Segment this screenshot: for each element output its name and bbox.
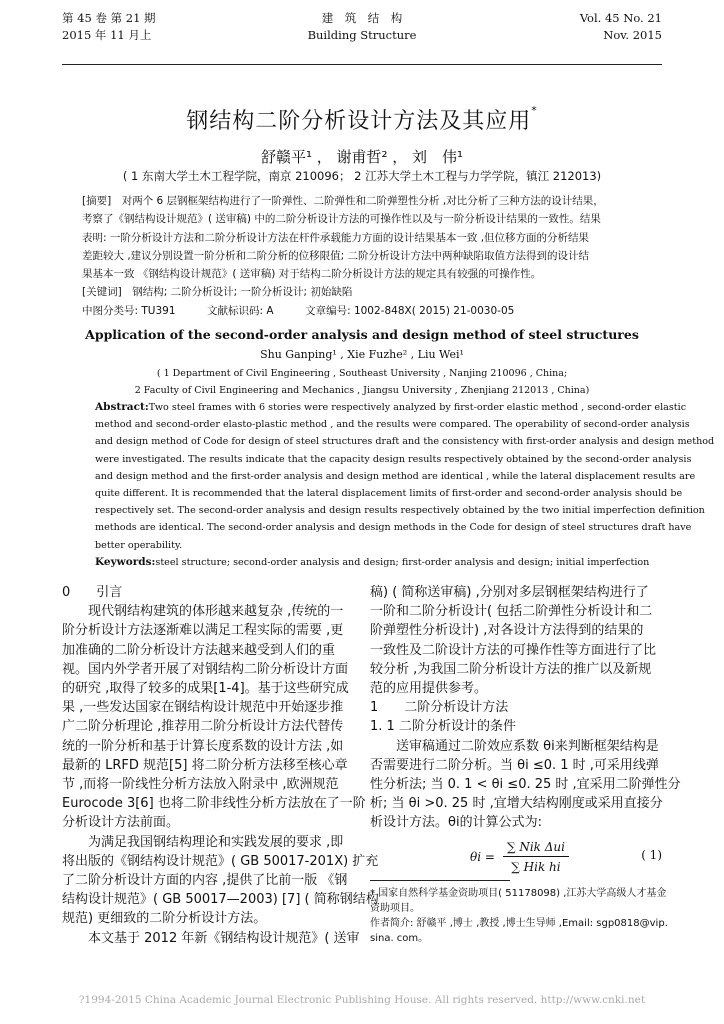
footnote-line: 作者简介: 舒赣平 ,博士 ,教授 ,博士生导师 ,Email: sgp0818@vip. <box>370 918 668 929</box>
equation-denominator: ∑ Hik hi <box>511 860 561 874</box>
issue-info-en <box>580 10 662 44</box>
header-rule <box>62 64 662 65</box>
abstract-en-line <box>95 399 687 416</box>
left-column <box>62 583 379 948</box>
text-line: 否需要进行二阶分析。当 θi ≤0. 1 时 ,可采用线弹 <box>370 757 659 773</box>
footnote-line: sina. com。 <box>370 933 429 944</box>
abstract-cn-line: 表明: 一阶分析设计方法和二阶分析设计方法在杆件承载能力方面的设计结果基本一致 ,但位移方面的分析结果 <box>82 231 590 244</box>
text-line: 性分析法; 当 0. 1 < θi ≤0. 25 时 ,宜采用二阶弹性分 <box>370 777 681 793</box>
text-line: 最新的 LRFD 规范[5] 将二阶分析方法移至核心章 <box>62 757 348 773</box>
abstract-en-line: and design method and the first-order analysis and design method are identical , while the lateral displacement results are <box>95 470 696 482</box>
text-line: 了二阶分析设计方面的内容 ,提供了比前一版 《钢 <box>62 873 348 889</box>
authors-cn: 舒赣平¹ ， 谢甫哲² ， 刘 伟¹ <box>260 148 464 166</box>
abstract-en-line: and design method of Code for design of steel structures draft and the consistency with first-order analysis and design method <box>95 436 715 448</box>
abstract-en <box>95 399 715 571</box>
title-footnote-mark: * <box>531 104 538 117</box>
abstract-cn-line: 差距较大 ,建议分别设置一阶分析和二阶分析的位移限值; 二阶分析设计方法中两种缺陷取值方法得到的设计结 <box>82 249 590 262</box>
right-column <box>370 583 681 833</box>
equation-1 <box>470 840 569 874</box>
text-line: 析设计方法。θi的计算公式为: <box>370 815 542 831</box>
text-line: 加准确的二阶分析设计方法越来越受到人们的重 <box>62 642 336 658</box>
keywords-en <box>95 554 650 571</box>
text-line: 广二阶分析理论 ,推荐用二阶分析设计方法代替传 <box>62 719 344 735</box>
abstract-label: Abstract: <box>95 401 149 413</box>
paper-title-cn <box>0 104 724 135</box>
page-footer: ?1994-2015 China Academic Journal Electronic Publishing House. All rights reserved. http://www.cnki.net <box>78 994 646 1006</box>
issue-en: Vol. 45 No. 21 <box>579 11 662 25</box>
text-line: 现代钢结构建筑的体形越来越复杂 ,传统的一 <box>88 604 344 620</box>
abstract-en-text: Two steel frames with 6 stories were respectively analyzed by first-order elastic method , second-order elastic <box>148 402 687 413</box>
abstract-en-line: respectively set. The second-order analysis and design results respectively obtained by the two initial imperfection definition <box>95 505 705 517</box>
text-line: 规范) 更细致的二阶分析设计方法。 <box>62 911 267 927</box>
equation-lhs: θi = <box>470 850 495 864</box>
section-heading: 1. 1 二阶分析设计的条件 <box>370 719 516 735</box>
text-line: 分析设计方法前面。 <box>62 815 180 831</box>
section-heading: 1 二阶分析设计方法 <box>370 700 509 716</box>
footnote-line: * 国家自然科学基金资助项目( 51178098) ,江苏大学高级人才基金 <box>370 888 667 899</box>
keywords-text: steel structure; second-order analysis and design; first-order analysis and design; initial imperfection <box>155 556 650 568</box>
text-line: 节 ,而将一阶线性分析方法放入附录中 ,欧洲规范 <box>62 777 339 793</box>
text-line: 阶弹塑性分析设计) ,对各设计方法得到的结果的 <box>370 623 644 639</box>
abstract-cn-line: 果基本一致 《钢结构设计规范》( 送审稿) 对于结构二阶分析设计方法的规定具有较强的可操作性。 <box>82 268 542 281</box>
date-cn: 2015 年 11 月上 <box>62 28 152 42</box>
text-line: 的研究 ,取得了较多的成果[1-4]。基于这些研究成 <box>62 681 349 697</box>
text-line: 果 ,一些发达国家在钢结构设计规范中开始逐步推 <box>62 700 344 716</box>
journal-name <box>272 10 452 44</box>
abstract-en-line: method and second-order elasto-plastic method , and the results were compared. The operability of second-order analysis <box>95 419 690 431</box>
issue-info-cn <box>62 10 156 44</box>
abstract-en-line: better operability. <box>95 539 183 551</box>
text-line: 统的一阶分析和基于计算长度系数的设计方法 ,如 <box>62 738 344 754</box>
journal-cn: 建 筑 结 构 <box>321 11 403 25</box>
text-line: 范的应用提供参考。 <box>370 681 488 697</box>
journal-en: Building Structure <box>307 28 417 42</box>
abstract-cn-line: 中图分类号: TU391 文献标识码: A 文章编号: 1002-848X( 2015) 21-0030-05 <box>82 304 515 317</box>
text-line: Eurocode 3[6] 也将二阶非线性分析方法放在了一阶 <box>62 796 366 812</box>
abstract-en-line: methods are identical. The second-order analysis and design methods in the Code for design of steel structures draft have <box>95 522 692 534</box>
affiliation-cn: ( 1 东南大学土木工程学院，南京 210096； 2 江苏大学土木工程与力学学院，镇江 212013) <box>122 169 602 183</box>
equation-numerator: ∑ Nik Δui <box>503 840 569 857</box>
text-line: 一阶和二阶分析设计( 包括二阶弹性分析设计和二 <box>370 604 653 620</box>
footnote-line: 资助项目。 <box>370 903 420 914</box>
equation-fraction <box>503 840 569 874</box>
abstract-cn <box>82 192 647 320</box>
abstract-cn-line: 考察了《钢结构设计规范》( 送审稿) 中的二阶分析设计方法的可操作性以及与一阶分析设计结果的一致性。结果 <box>82 213 601 226</box>
footnotes <box>370 886 670 946</box>
text-line: 为满足我国钢结构理论和实践发展的要求 ,即 <box>88 834 344 850</box>
abstract-cn-line: [关键词] 钢结构; 二阶分析设计; 一阶分析设计; 初始缺陷 <box>82 286 353 299</box>
text-line: 结构设计规范》( GB 50017—2003) [7] ( 简称钢结构 <box>62 892 379 908</box>
title-text: 钢结构二阶分析设计方法及其应用 <box>186 109 532 134</box>
abstract-cn-line: [摘要] 对两个 6 层钢框架结构进行了一阶弹性、二阶弹性和二阶弹塑性分析 ,对比分析了三种方法的设计结果， <box>82 195 604 207</box>
text-line: 较分析 ,为我国二阶分析设计方法的推广以及新规 <box>370 661 652 677</box>
paper-title-en: Application of the second-order analysis and design method of steel structures <box>85 327 639 342</box>
section-heading: 0 引言 <box>62 585 123 600</box>
issue-cn: 第 45 卷 第 21 期 <box>62 11 156 25</box>
text-line: 视。国内外学者开展了对钢结构二阶分析设计方面 <box>62 661 349 677</box>
text-line: 析; 当 θi >0. 25 时 ,宜增大结构刚度或采用直接分 <box>370 796 663 812</box>
affiliation-en-2: 2 Faculty of Civil Engineering and Mechanics , Jiangsu University , Zhenjiang 212013 , China) <box>134 385 590 396</box>
text-line: 稿) ( 简称送审稿) ,分别对多层钢框架结构进行了 <box>370 585 649 600</box>
abstract-en-line: were investigated. The results indicate that the capacity design results respectively obtained by the second-order analysis <box>95 453 692 465</box>
text-line: 将出版的《钢结构设计规范》( GB 50017-201X) 扩充 <box>62 853 379 869</box>
authors-en: Shu Ganping¹ , Xie Fuzhe² , Liu Wei¹ <box>260 348 464 361</box>
footnote-rule <box>370 880 510 881</box>
keywords-label: Keywords: <box>95 555 156 568</box>
equation-number: ( 1) <box>641 848 662 862</box>
abstract-en-line: quite different. It is recommended that the lateral displacement limits of first-order and second-order analysis should be <box>95 488 683 500</box>
date-en: Nov. 2015 <box>603 28 662 42</box>
text-line: 本文基于 2012 年新《钢结构设计规范》( 送审 <box>88 930 360 946</box>
text-line: 一致性及二阶设计方法的可操作性等方面进行了比 <box>370 642 657 658</box>
text-line: 送审稿通过二阶效应系数 θi来判断框架结构是 <box>396 738 659 754</box>
affiliation-en-1: ( 1 Department of Civil Engineering , Southeast University , Nanjing 210096 , China; <box>156 368 568 379</box>
text-line: 阶分析设计方法逐渐难以满足工程实际的需要 ,更 <box>62 623 344 639</box>
